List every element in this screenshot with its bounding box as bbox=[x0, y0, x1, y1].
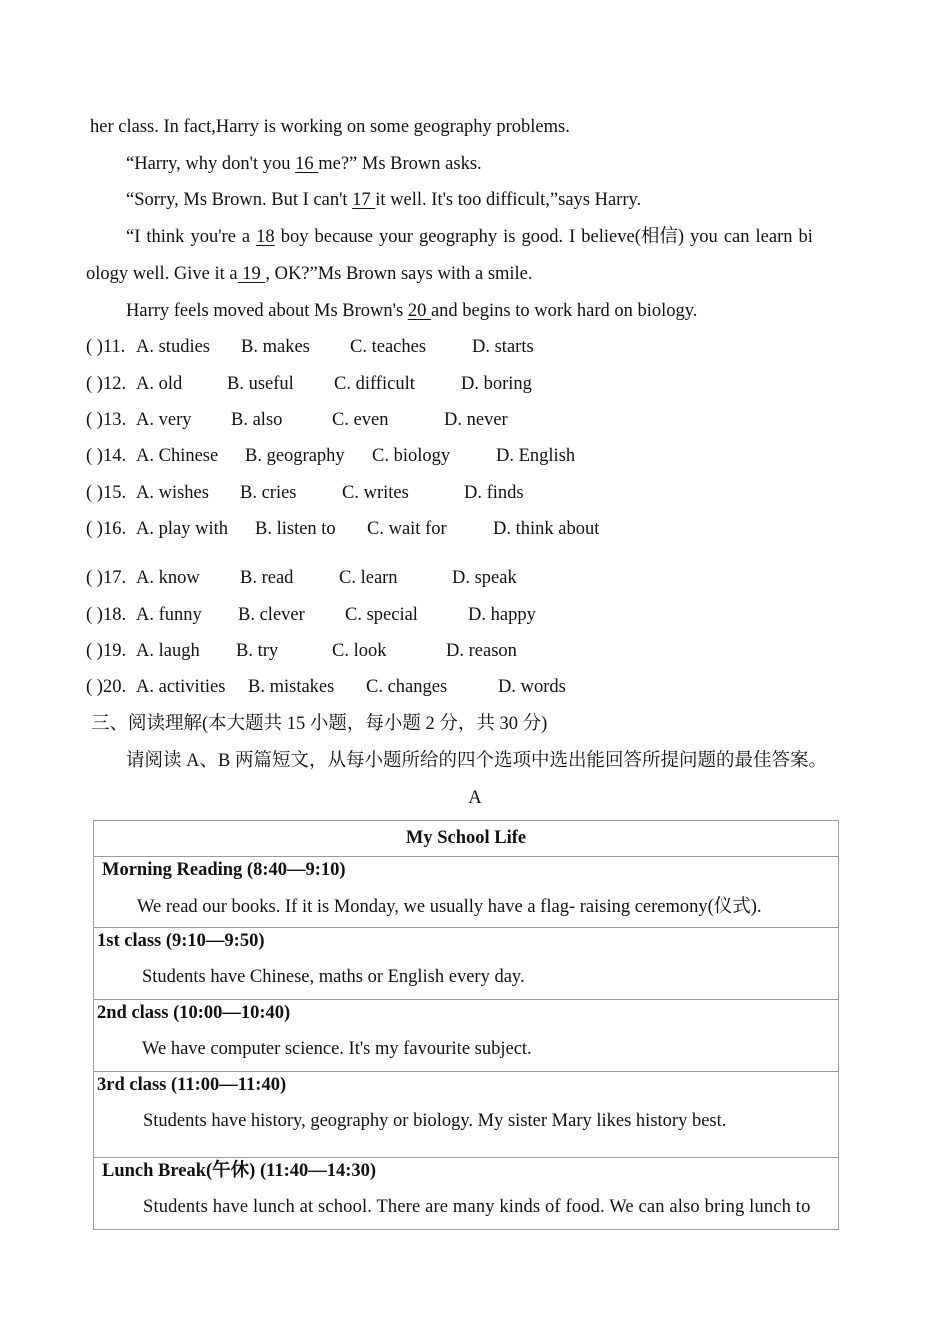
option-b: B. listen to bbox=[255, 519, 336, 539]
text-fragment: it well. It's too difficult,”says Harry. bbox=[375, 190, 642, 210]
text-fragment: me?” Ms Brown asks. bbox=[318, 154, 482, 174]
option-d: D. think about bbox=[493, 519, 600, 539]
question-number: ( )19. bbox=[86, 641, 127, 661]
option-d: D. never bbox=[444, 410, 508, 430]
text-fragment: Harry feels moved about Ms Brown's bbox=[126, 301, 408, 321]
option-a: A. play with bbox=[136, 519, 228, 539]
passage-label: A bbox=[468, 788, 482, 808]
text-fragment: “I think you're a bbox=[126, 227, 257, 247]
blank-19: 19 bbox=[237, 264, 266, 284]
option-c: C. changes bbox=[366, 677, 448, 697]
passage-line-1: her class. In fact,Harry is working on some geography problems. bbox=[90, 117, 570, 137]
option-d: D. finds bbox=[464, 483, 524, 503]
school-life-table bbox=[93, 820, 839, 1230]
question-number: ( )16. bbox=[86, 519, 127, 539]
table-row bbox=[94, 928, 839, 1000]
row-text: We read our books. If it is Monday, we usually have a flag- raising ceremony(仪式). bbox=[137, 897, 762, 917]
option-b: B. read bbox=[240, 568, 294, 588]
question-number: ( )13. bbox=[86, 410, 127, 430]
row-heading: Lunch Break(午休) (11:40—14:30) bbox=[102, 1161, 377, 1181]
option-b: B. geography bbox=[245, 446, 345, 466]
table-title-cell bbox=[94, 821, 839, 857]
option-a: A. very bbox=[136, 410, 192, 430]
option-c: C. learn bbox=[339, 568, 398, 588]
blank-20: 20 bbox=[407, 301, 431, 321]
option-c: C. look bbox=[332, 641, 387, 661]
row-heading: 3rd class (11:00—11:40) bbox=[97, 1075, 287, 1095]
passage-line-5 bbox=[86, 263, 533, 285]
text-fragment: , OK?”Ms Brown says with a smile. bbox=[265, 264, 533, 284]
option-c: C. writes bbox=[342, 483, 409, 503]
row-text: We have computer science. It's my favourite subject. bbox=[142, 1039, 532, 1059]
question-number: ( )17. bbox=[86, 568, 127, 588]
table-row bbox=[94, 1072, 839, 1158]
option-c: C. biology bbox=[372, 446, 451, 466]
section-instruction: 请阅读 A、B 两篇短文，从每小题所给的四个选项中选出能回答所提问题的最佳答案。 bbox=[126, 751, 827, 771]
option-b: B. cries bbox=[240, 483, 297, 503]
row-text: Students have history, geography or biology. My sister Mary likes history best. bbox=[143, 1111, 727, 1131]
option-b: B. also bbox=[231, 410, 283, 430]
option-d: D. starts bbox=[472, 337, 534, 357]
row-text: Students have lunch at school. There are many kinds of food. We can also bring lunch to bbox=[143, 1197, 811, 1217]
option-b: B. try bbox=[236, 641, 279, 661]
passage-line-3 bbox=[126, 189, 641, 211]
option-a: A. know bbox=[136, 568, 200, 588]
option-b: B. clever bbox=[238, 605, 305, 625]
table-row bbox=[94, 857, 839, 928]
option-c: C. even bbox=[332, 410, 389, 430]
text-fragment: ology well. Give it a bbox=[86, 264, 238, 284]
blank-16: 16 bbox=[295, 154, 319, 174]
option-d: D. speak bbox=[452, 568, 517, 588]
option-a: A. activities bbox=[136, 677, 226, 697]
text-fragment: “Sorry, Ms Brown. But I can't bbox=[126, 190, 353, 210]
option-d: D. words bbox=[498, 677, 566, 697]
text-fragment: and begins to work hard on biology. bbox=[430, 301, 698, 321]
option-b: B. useful bbox=[227, 374, 294, 394]
row-heading: 2nd class (10:00—10:40) bbox=[97, 1003, 291, 1023]
option-a: A. old bbox=[136, 374, 183, 394]
option-b: B. mistakes bbox=[248, 677, 335, 697]
question-number: ( )12. bbox=[86, 374, 127, 394]
row-heading: Morning Reading (8:40—9:10) bbox=[102, 860, 346, 880]
question-number: ( )20. bbox=[86, 677, 127, 697]
option-c: C. difficult bbox=[334, 374, 415, 394]
question-number: ( )11. bbox=[86, 337, 126, 357]
option-c: C. wait for bbox=[367, 519, 447, 539]
table-row bbox=[94, 1000, 839, 1072]
table-row bbox=[94, 1158, 839, 1230]
blank-17: 17 bbox=[352, 190, 376, 210]
option-d: D. boring bbox=[461, 374, 532, 394]
blank-18: 18 bbox=[256, 227, 275, 247]
option-a: A. studies bbox=[136, 337, 210, 357]
text-fragment: “Harry, why don't you bbox=[126, 154, 296, 174]
row-heading: 1st class (9:10—9:50) bbox=[97, 931, 265, 951]
row-text: Students have Chinese, maths or English every day. bbox=[142, 967, 525, 987]
text-fragment: boy because your geography is good. I believe(相信) you can learn bi bbox=[280, 227, 813, 247]
option-a: A. wishes bbox=[136, 483, 209, 503]
question-number: ( )14. bbox=[86, 446, 127, 466]
option-b: B. makes bbox=[241, 337, 310, 357]
passage-line-2 bbox=[126, 153, 482, 175]
option-a: A. Chinese bbox=[136, 446, 219, 466]
question-number: ( )15. bbox=[86, 483, 127, 503]
option-d: D. happy bbox=[468, 605, 536, 625]
section-heading: 三、阅读理解(本大题共 15 小题，每小题 2 分，共 30 分) bbox=[91, 714, 548, 734]
option-c: C. special bbox=[345, 605, 418, 625]
passage-line-6 bbox=[126, 300, 697, 322]
option-a: A. laugh bbox=[136, 641, 200, 661]
option-c: C. teaches bbox=[350, 337, 427, 357]
option-a: A. funny bbox=[136, 605, 202, 625]
option-d: D. reason bbox=[446, 641, 517, 661]
option-d: D. English bbox=[496, 446, 576, 466]
table-title: My School Life bbox=[405, 828, 527, 848]
question-number: ( )18. bbox=[86, 605, 127, 625]
passage-line-4 bbox=[126, 226, 860, 248]
